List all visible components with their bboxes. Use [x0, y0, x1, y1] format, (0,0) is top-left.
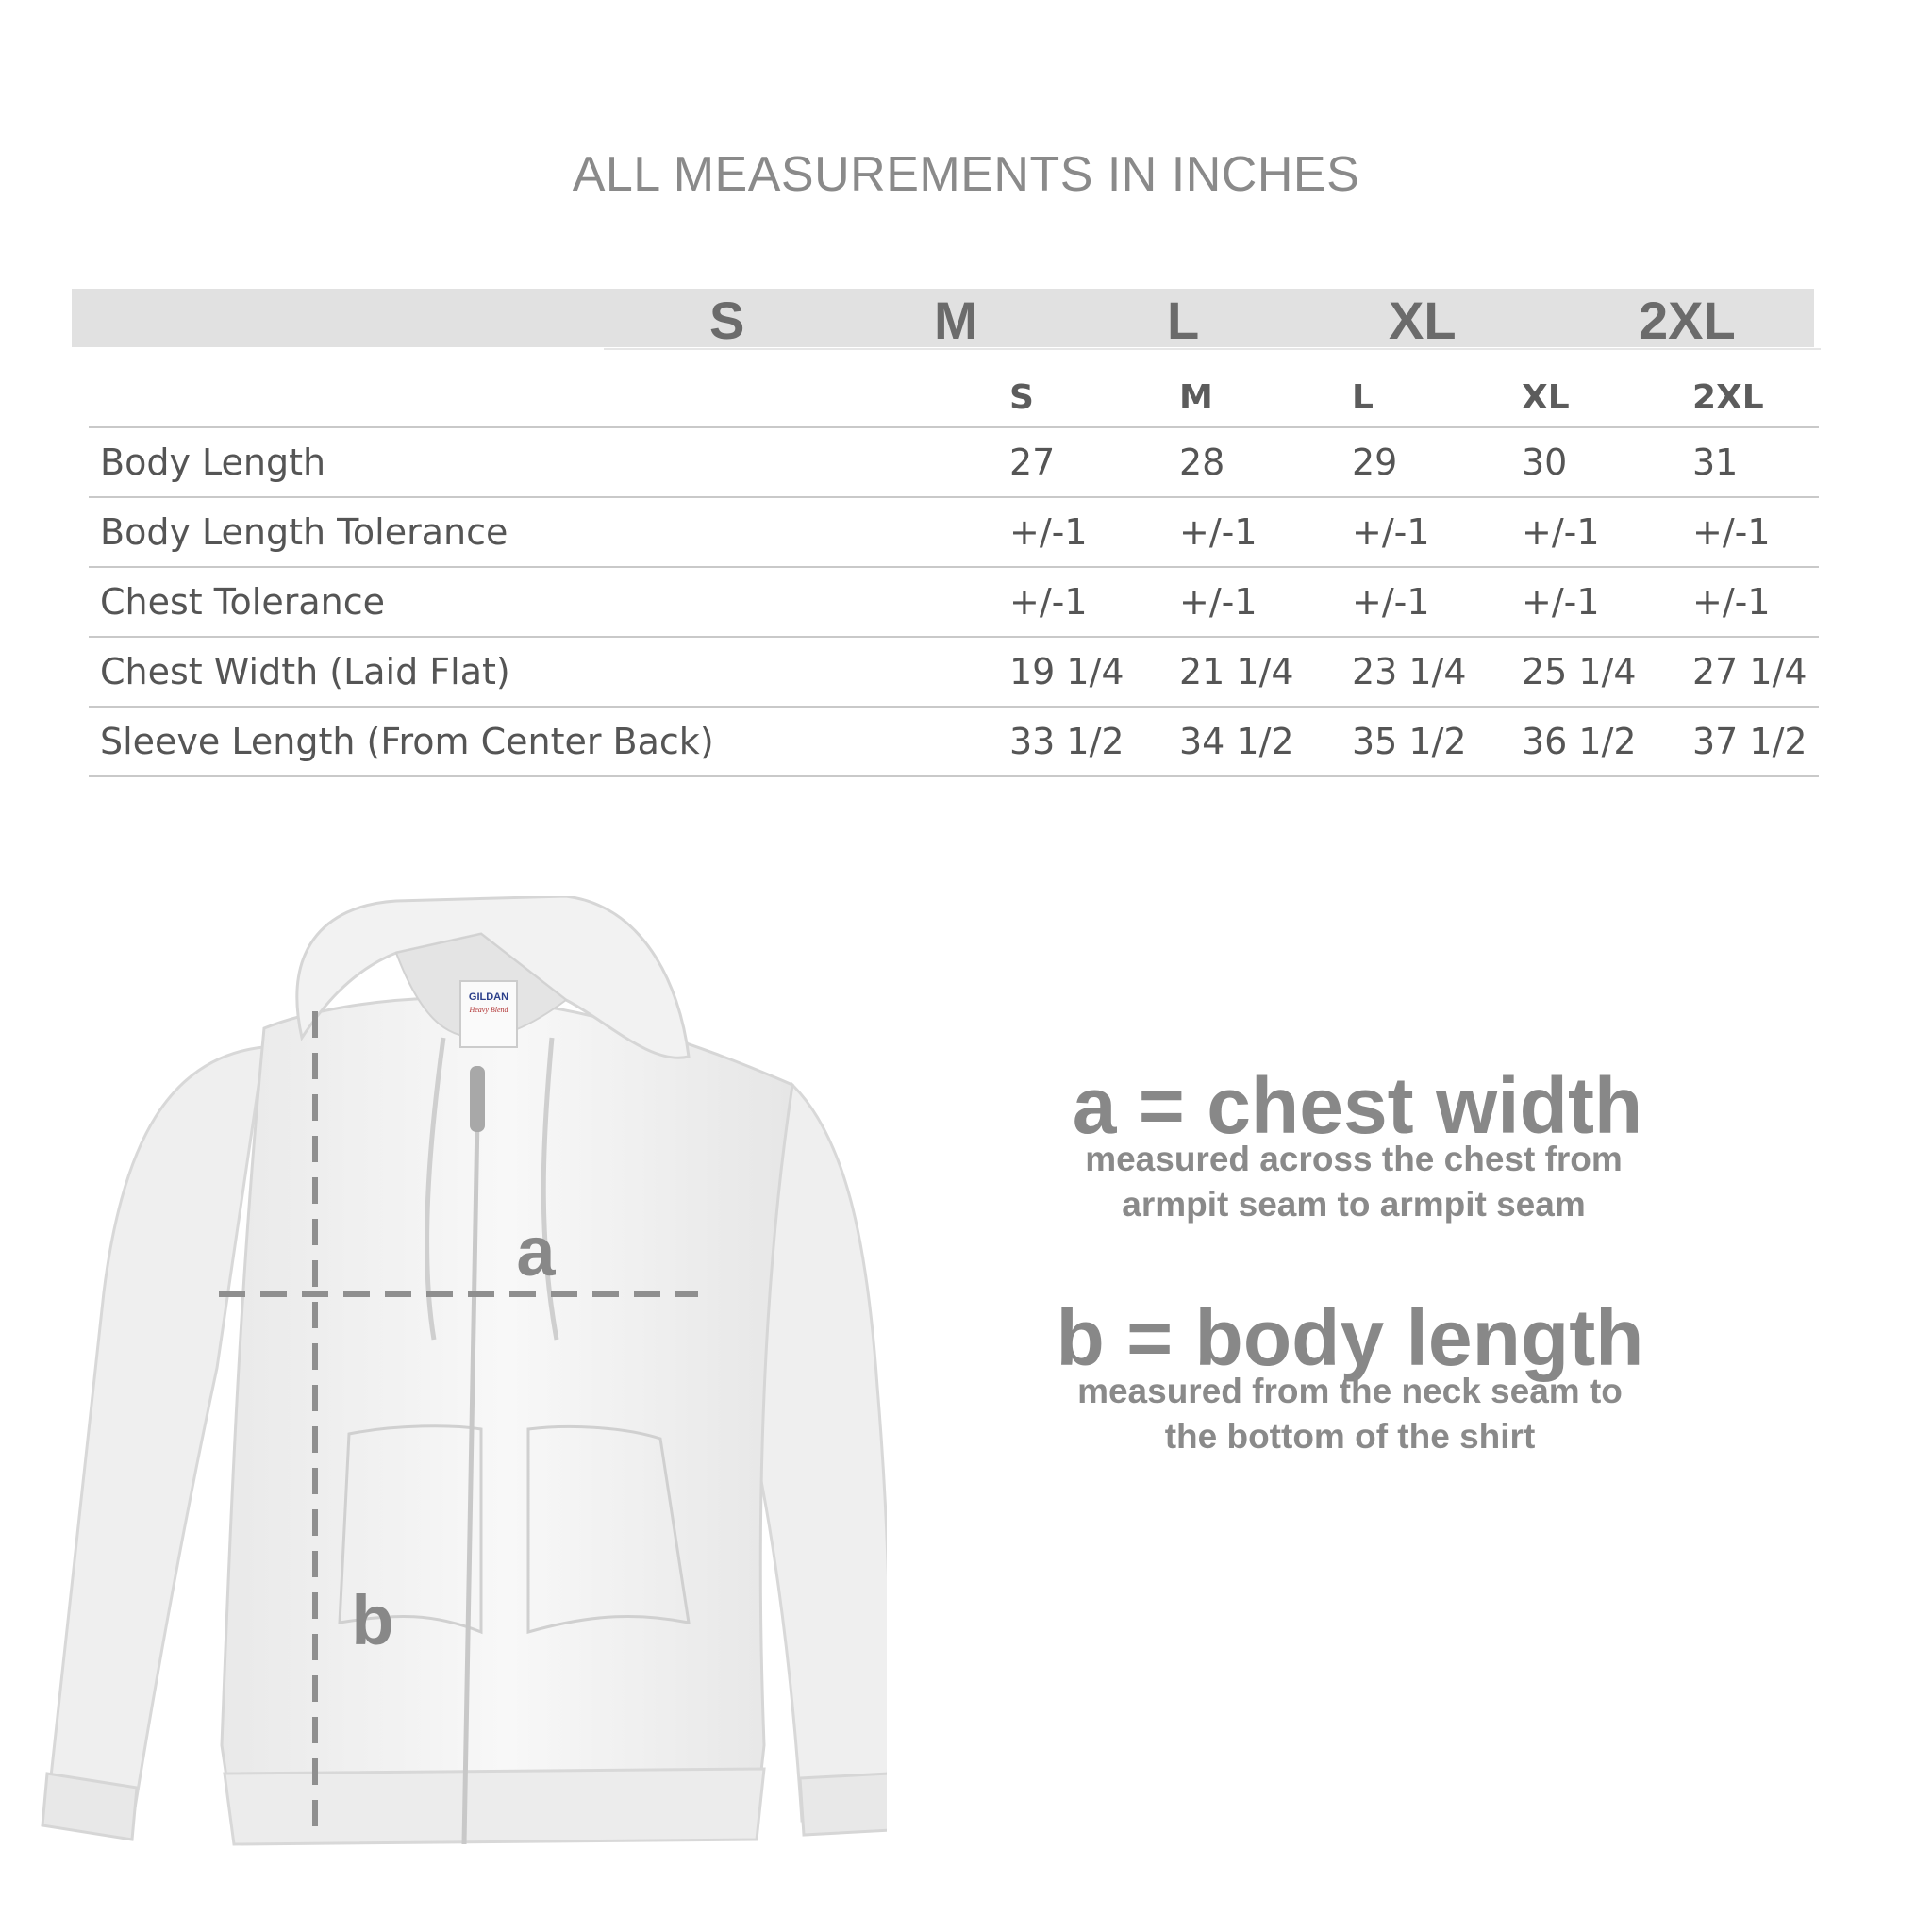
banner-size-l: L — [1167, 291, 1200, 350]
row-label: Body Length Tolerance — [89, 497, 1009, 567]
page-title: ALL MEASUREMENTS IN INCHES — [572, 147, 1360, 202]
cell-value: 37 1/2 — [1692, 707, 1819, 776]
row-label: Chest Width (Laid Flat) — [89, 637, 1009, 707]
column-header-l: L — [1352, 377, 1374, 417]
cell-value: +/-1 — [1009, 497, 1179, 567]
column-header-xl: XL — [1522, 377, 1570, 417]
cell-value: 29 — [1352, 427, 1522, 497]
cell-value: 33 1/2 — [1009, 707, 1179, 776]
hoodie-icon — [42, 896, 887, 1844]
cell-value: +/-1 — [1179, 497, 1352, 567]
column-header-s: S — [1009, 377, 1034, 417]
cell-value: 27 1/4 — [1692, 637, 1819, 707]
cell-value: +/-1 — [1692, 567, 1819, 637]
cell-value: 23 1/4 — [1352, 637, 1522, 707]
table-header-row — [89, 368, 1819, 427]
cell-value: 21 1/4 — [1179, 637, 1352, 707]
legend-a-heading: a = chest width — [1072, 1061, 1643, 1150]
banner-size-s: S — [709, 291, 745, 350]
cell-value: +/-1 — [1009, 567, 1179, 637]
column-header-2xl: 2XL — [1692, 377, 1764, 417]
cell-value: 31 — [1692, 427, 1819, 497]
label-b: b — [351, 1581, 394, 1659]
tag-sub-text: Heavy Blend — [469, 1006, 508, 1014]
brand-tag — [460, 981, 517, 1047]
table-row — [89, 497, 1819, 567]
row-label: Chest Tolerance — [89, 567, 1009, 637]
size-chart-table — [89, 368, 1819, 777]
legend-a-desc-2: armpit seam to armpit seam — [1122, 1185, 1586, 1224]
column-header-m: M — [1179, 377, 1213, 417]
legend-b-desc-1: measured from the neck seam to — [1077, 1372, 1623, 1410]
table-row — [89, 567, 1819, 637]
cell-value: 36 1/2 — [1522, 707, 1692, 776]
table-row — [89, 637, 1819, 707]
legend-b-desc-2: the bottom of the shirt — [1164, 1417, 1536, 1456]
cell-value: +/-1 — [1522, 567, 1692, 637]
row-label: Sleeve Length (From Center Back) — [89, 707, 1009, 776]
cell-value: 30 — [1522, 427, 1692, 497]
table-row — [89, 427, 1819, 497]
tag-brand-text: GILDAN — [468, 991, 509, 1003]
hoodie-diagram — [38, 896, 887, 1868]
cell-value: 34 1/2 — [1179, 707, 1352, 776]
cell-value: +/-1 — [1352, 567, 1522, 637]
row-label: Body Length — [89, 427, 1009, 497]
zipper-pull-icon — [470, 1066, 485, 1132]
cell-value: 35 1/2 — [1352, 707, 1522, 776]
banner-size-2xl: 2XL — [1639, 291, 1736, 350]
cell-value: 19 1/4 — [1009, 637, 1179, 707]
cell-value: +/-1 — [1522, 497, 1692, 567]
cell-value: 28 — [1179, 427, 1352, 497]
banner-size-xl: XL — [1389, 291, 1457, 350]
label-a: a — [516, 1212, 556, 1291]
cell-value: 27 — [1009, 427, 1179, 497]
cell-value: +/-1 — [1352, 497, 1522, 567]
column-header-label — [89, 368, 1009, 427]
banner-size-m: M — [934, 291, 978, 350]
cell-value: 25 1/4 — [1522, 637, 1692, 707]
cell-value: +/-1 — [1179, 567, 1352, 637]
table-row — [89, 707, 1819, 776]
legend-a-desc-1: measured across the chest from — [1085, 1140, 1623, 1178]
legend-b-heading: b = body length — [1056, 1293, 1644, 1382]
cell-value: +/-1 — [1692, 497, 1819, 567]
